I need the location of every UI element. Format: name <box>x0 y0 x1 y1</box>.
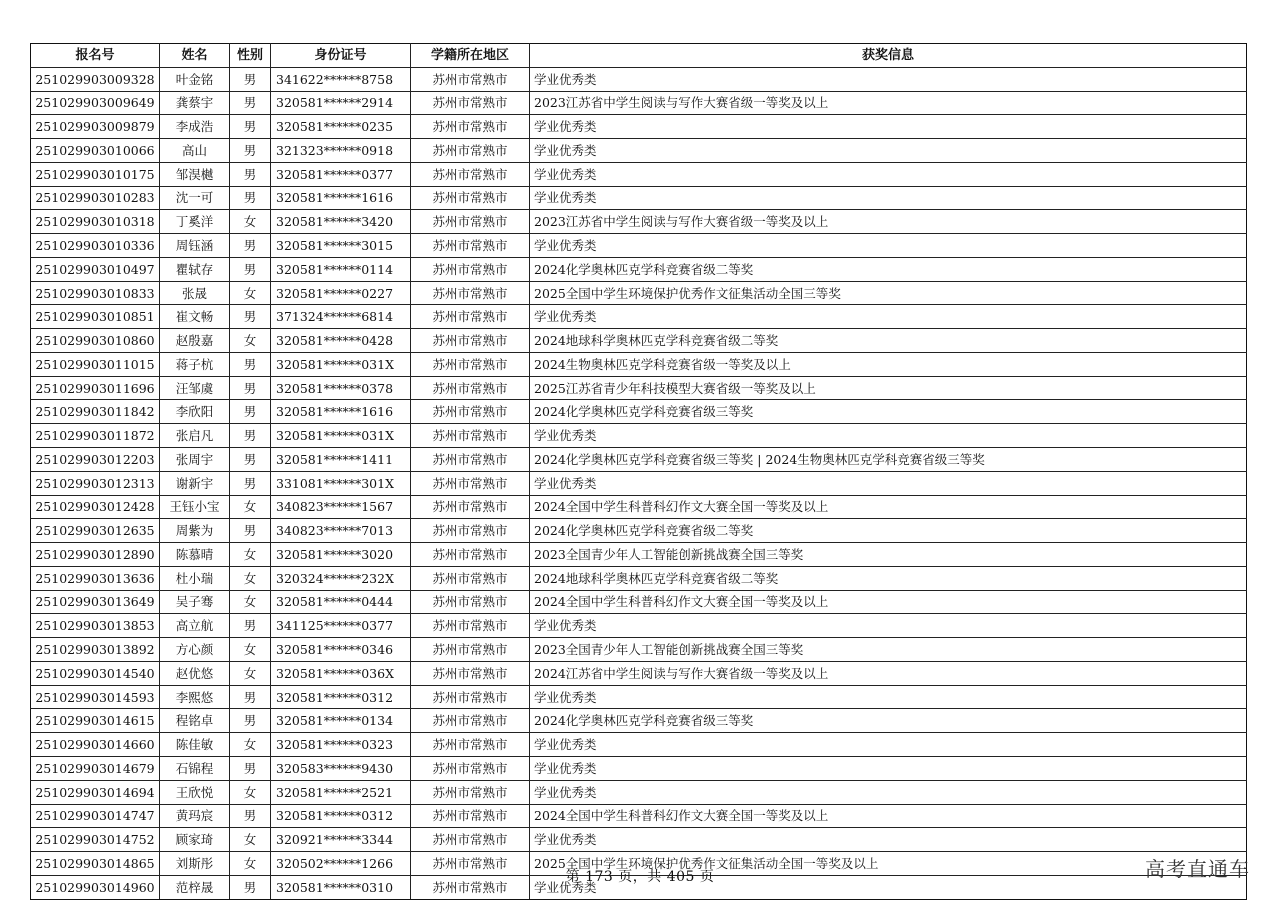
cell-id-number: 320581******0346 <box>271 638 411 662</box>
cell-gender: 女 <box>230 543 271 567</box>
table-row <box>31 305 1247 329</box>
cell-name: 石锦程 <box>160 756 230 780</box>
cell-name: 龚蔡宇 <box>160 91 230 115</box>
table-row <box>31 115 1247 139</box>
cell-name: 汪邹虞 <box>160 376 230 400</box>
cell-award-info: 学业优秀类 <box>530 756 1247 780</box>
cell-name: 刘斯彤 <box>160 852 230 876</box>
cell-registration-no: 251029903010860 <box>31 329 160 353</box>
header-enrollment-region: 学籍所在地区 <box>411 44 530 68</box>
cell-award-info: 2024化学奥林匹克学科竞赛省级三等奖 <box>530 709 1247 733</box>
cell-enrollment-region: 苏州市常熟市 <box>411 257 530 281</box>
cell-gender: 男 <box>230 756 271 780</box>
cell-award-info: 学业优秀类 <box>530 139 1247 163</box>
cell-enrollment-region: 苏州市常熟市 <box>411 376 530 400</box>
cell-registration-no: 251029903010336 <box>31 234 160 258</box>
cell-name: 顾家琦 <box>160 828 230 852</box>
table-row <box>31 828 1247 852</box>
cell-enrollment-region: 苏州市常熟市 <box>411 305 530 329</box>
cell-name: 陈佳敏 <box>160 733 230 757</box>
table-row <box>31 709 1247 733</box>
cell-name: 谢新宇 <box>160 471 230 495</box>
table-row <box>31 234 1247 258</box>
cell-registration-no: 251029903011696 <box>31 376 160 400</box>
cell-award-info: 2024地球科学奥林匹克学科竞赛省级二等奖 <box>530 329 1247 353</box>
cell-gender: 男 <box>230 448 271 472</box>
cell-id-number: 340823******1567 <box>271 495 411 519</box>
table-row <box>31 566 1247 590</box>
cell-award-info: 学业优秀类 <box>530 733 1247 757</box>
cell-id-number: 341125******0377 <box>271 614 411 638</box>
cell-id-number: 320581******0312 <box>271 804 411 828</box>
cell-enrollment-region: 苏州市常熟市 <box>411 424 530 448</box>
cell-registration-no: 251029903010175 <box>31 162 160 186</box>
cell-name: 程铭卓 <box>160 709 230 733</box>
cell-name: 王欣悦 <box>160 780 230 804</box>
cell-enrollment-region: 苏州市常熟市 <box>411 828 530 852</box>
cell-name: 陈慕晴 <box>160 543 230 567</box>
cell-name: 高山 <box>160 139 230 163</box>
cell-award-info: 2025江苏省青少年科技模型大赛省级一等奖及以上 <box>530 376 1247 400</box>
cell-registration-no: 251029903012203 <box>31 448 160 472</box>
cell-enrollment-region: 苏州市常熟市 <box>411 543 530 567</box>
table-body <box>31 67 1247 899</box>
header-gender: 性别 <box>230 44 271 68</box>
table-row <box>31 780 1247 804</box>
table-header-row <box>31 44 1247 68</box>
table-row <box>31 495 1247 519</box>
cell-registration-no: 251029903009649 <box>31 91 160 115</box>
cell-registration-no: 251029903009879 <box>31 115 160 139</box>
cell-enrollment-region: 苏州市常熟市 <box>411 91 530 115</box>
cell-enrollment-region: 苏州市常熟市 <box>411 329 530 353</box>
cell-id-number: 320502******1266 <box>271 852 411 876</box>
cell-award-info: 2023江苏省中学生阅读与写作大赛省级一等奖及以上 <box>530 91 1247 115</box>
cell-name: 赵殷嘉 <box>160 329 230 353</box>
cell-id-number: 320581******031X <box>271 352 411 376</box>
cell-registration-no: 251029903010497 <box>31 257 160 281</box>
cell-id-number: 320581******0114 <box>271 257 411 281</box>
cell-award-info: 学业优秀类 <box>530 780 1247 804</box>
cell-name: 王钰小宝 <box>160 495 230 519</box>
cell-name: 崔文畅 <box>160 305 230 329</box>
cell-name: 张周宇 <box>160 448 230 472</box>
cell-gender: 女 <box>230 495 271 519</box>
cell-award-info: 学业优秀类 <box>530 424 1247 448</box>
cell-award-info: 2024生物奥林匹克学科竞赛省级一等奖及以上 <box>530 352 1247 376</box>
page-number: 第 173 页，共 405 页 <box>565 869 715 885</box>
table-row <box>31 281 1247 305</box>
award-roster-table <box>30 43 1247 900</box>
cell-award-info: 学业优秀类 <box>530 471 1247 495</box>
cell-enrollment-region: 苏州市常熟市 <box>411 139 530 163</box>
cell-gender: 男 <box>230 186 271 210</box>
cell-registration-no: 251029903011872 <box>31 424 160 448</box>
cell-registration-no: 251029903013892 <box>31 638 160 662</box>
cell-gender: 男 <box>230 115 271 139</box>
cell-enrollment-region: 苏州市常熟市 <box>411 210 530 234</box>
cell-name: 高立航 <box>160 614 230 638</box>
table-row <box>31 804 1247 828</box>
cell-enrollment-region: 苏州市常熟市 <box>411 875 530 899</box>
cell-registration-no: 251029903010283 <box>31 186 160 210</box>
cell-enrollment-region: 苏州市常熟市 <box>411 709 530 733</box>
cell-award-info: 学业优秀类 <box>530 614 1247 638</box>
cell-id-number: 321323******0918 <box>271 139 411 163</box>
cell-id-number: 320581******3420 <box>271 210 411 234</box>
cell-id-number: 320581******036X <box>271 661 411 685</box>
cell-award-info: 2024全国中学生科普科幻作文大赛全国一等奖及以上 <box>530 590 1247 614</box>
cell-registration-no: 251029903012890 <box>31 543 160 567</box>
cell-registration-no: 251029903014694 <box>31 780 160 804</box>
cell-enrollment-region: 苏州市常熟市 <box>411 115 530 139</box>
table-row <box>31 352 1247 376</box>
table-row <box>31 590 1247 614</box>
cell-registration-no: 251029903014747 <box>31 804 160 828</box>
cell-registration-no: 251029903014540 <box>31 661 160 685</box>
cell-gender: 女 <box>230 329 271 353</box>
cell-gender: 男 <box>230 519 271 543</box>
cell-gender: 男 <box>230 875 271 899</box>
cell-award-info: 学业优秀类 <box>530 685 1247 709</box>
cell-registration-no: 251029903014960 <box>31 875 160 899</box>
header-award-info: 获奖信息 <box>530 44 1247 68</box>
cell-enrollment-region: 苏州市常熟市 <box>411 67 530 91</box>
cell-id-number: 320581******0378 <box>271 376 411 400</box>
cell-gender: 女 <box>230 590 271 614</box>
cell-id-number: 320581******0235 <box>271 115 411 139</box>
cell-gender: 男 <box>230 376 271 400</box>
cell-gender: 女 <box>230 661 271 685</box>
cell-name: 叶金铭 <box>160 67 230 91</box>
cell-registration-no: 251029903012313 <box>31 471 160 495</box>
cell-id-number: 320581******2521 <box>271 780 411 804</box>
cell-award-info: 2024化学奥林匹克学科竞赛省级二等奖 <box>530 257 1247 281</box>
cell-id-number: 320583******9430 <box>271 756 411 780</box>
table-row <box>31 685 1247 709</box>
cell-enrollment-region: 苏州市常熟市 <box>411 234 530 258</box>
cell-award-info: 学业优秀类 <box>530 186 1247 210</box>
cell-id-number: 320324******232X <box>271 566 411 590</box>
table-row <box>31 424 1247 448</box>
cell-gender: 女 <box>230 210 271 234</box>
table-row <box>31 139 1247 163</box>
cell-registration-no: 251029903014615 <box>31 709 160 733</box>
cell-award-info: 2023全国青少年人工智能创新挑战赛全国三等奖 <box>530 638 1247 662</box>
header-id-number: 身份证号 <box>271 44 411 68</box>
cell-award-info: 学业优秀类 <box>530 875 1247 899</box>
cell-award-info: 2024全国中学生科普科幻作文大赛全国一等奖及以上 <box>530 804 1247 828</box>
cell-enrollment-region: 苏州市常熟市 <box>411 471 530 495</box>
cell-name: 张晟 <box>160 281 230 305</box>
cell-name: 范梓晟 <box>160 875 230 899</box>
table-row <box>31 471 1247 495</box>
cell-enrollment-region: 苏州市常熟市 <box>411 614 530 638</box>
table-row <box>31 329 1247 353</box>
table-row <box>31 210 1247 234</box>
roster-sheet <box>30 43 1246 900</box>
cell-award-info: 2024全国中学生科普科幻作文大赛全国一等奖及以上 <box>530 495 1247 519</box>
table-row <box>31 543 1247 567</box>
cell-enrollment-region: 苏州市常熟市 <box>411 733 530 757</box>
cell-registration-no: 251029903012635 <box>31 519 160 543</box>
cell-registration-no: 251029903014865 <box>31 852 160 876</box>
cell-award-info: 2024化学奥林匹克学科竞赛省级三等奖 | 2024生物奥林匹克学科竞赛省级三等奖 <box>530 448 1247 472</box>
cell-registration-no: 251029903010833 <box>31 281 160 305</box>
cell-id-number: 320581******0227 <box>271 281 411 305</box>
cell-id-number: 320581******0377 <box>271 162 411 186</box>
cell-name: 黄玛宸 <box>160 804 230 828</box>
table-row <box>31 733 1247 757</box>
cell-registration-no: 251029903010066 <box>31 139 160 163</box>
table-row <box>31 186 1247 210</box>
cell-gender: 女 <box>230 828 271 852</box>
cell-id-number: 371324******6814 <box>271 305 411 329</box>
header-name: 姓名 <box>160 44 230 68</box>
cell-enrollment-region: 苏州市常熟市 <box>411 661 530 685</box>
cell-name: 方心颜 <box>160 638 230 662</box>
table-row <box>31 162 1247 186</box>
cell-id-number: 341622******8758 <box>271 67 411 91</box>
cell-award-info: 学业优秀类 <box>530 115 1247 139</box>
cell-enrollment-region: 苏州市常熟市 <box>411 685 530 709</box>
cell-registration-no: 251029903012428 <box>31 495 160 519</box>
cell-enrollment-region: 苏州市常熟市 <box>411 780 530 804</box>
table-row <box>31 257 1247 281</box>
cell-award-info: 学业优秀类 <box>530 162 1247 186</box>
cell-gender: 男 <box>230 352 271 376</box>
cell-enrollment-region: 苏州市常熟市 <box>411 756 530 780</box>
cell-id-number: 340823******7013 <box>271 519 411 543</box>
cell-award-info: 学业优秀类 <box>530 234 1247 258</box>
cell-enrollment-region: 苏州市常熟市 <box>411 519 530 543</box>
cell-name: 李成浩 <box>160 115 230 139</box>
cell-award-info: 学业优秀类 <box>530 67 1247 91</box>
table-row <box>31 661 1247 685</box>
table-row <box>31 448 1247 472</box>
cell-gender: 女 <box>230 780 271 804</box>
cell-gender: 女 <box>230 733 271 757</box>
cell-award-info: 2023江苏省中学生阅读与写作大赛省级一等奖及以上 <box>530 210 1247 234</box>
cell-award-info: 2024化学奥林匹克学科竞赛省级三等奖 <box>530 400 1247 424</box>
cell-award-info: 学业优秀类 <box>530 828 1247 852</box>
table-row <box>31 614 1247 638</box>
cell-registration-no: 251029903013636 <box>31 566 160 590</box>
cell-registration-no: 251029903013649 <box>31 590 160 614</box>
cell-id-number: 320581******1411 <box>271 448 411 472</box>
cell-registration-no: 251029903010318 <box>31 210 160 234</box>
cell-id-number: 320581******3020 <box>271 543 411 567</box>
cell-id-number: 320581******0428 <box>271 329 411 353</box>
cell-registration-no: 251029903014660 <box>31 733 160 757</box>
cell-registration-no: 251029903010851 <box>31 305 160 329</box>
cell-id-number: 320581******0444 <box>271 590 411 614</box>
cell-id-number: 331081******301X <box>271 471 411 495</box>
cell-gender: 男 <box>230 685 271 709</box>
cell-award-info: 2023全国青少年人工智能创新挑战赛全国三等奖 <box>530 543 1247 567</box>
cell-registration-no: 251029903011015 <box>31 352 160 376</box>
cell-name: 丁奚洋 <box>160 210 230 234</box>
cell-id-number: 320581******1616 <box>271 186 411 210</box>
cell-award-info: 2024化学奥林匹克学科竞赛省级二等奖 <box>530 519 1247 543</box>
table-row <box>31 400 1247 424</box>
cell-gender: 男 <box>230 91 271 115</box>
cell-enrollment-region: 苏州市常熟市 <box>411 852 530 876</box>
cell-gender: 男 <box>230 400 271 424</box>
cell-enrollment-region: 苏州市常熟市 <box>411 638 530 662</box>
cell-name: 李欣阳 <box>160 400 230 424</box>
cell-gender: 男 <box>230 614 271 638</box>
table-row <box>31 519 1247 543</box>
cell-gender: 男 <box>230 234 271 258</box>
cell-name: 邹淏樾 <box>160 162 230 186</box>
cell-name: 瞿轼存 <box>160 257 230 281</box>
cell-name: 张启凡 <box>160 424 230 448</box>
cell-gender: 男 <box>230 139 271 163</box>
table-row <box>31 91 1247 115</box>
cell-registration-no: 251029903013853 <box>31 614 160 638</box>
cell-award-info: 2024江苏省中学生阅读与写作大赛省级一等奖及以上 <box>530 661 1247 685</box>
cell-gender: 男 <box>230 804 271 828</box>
cell-enrollment-region: 苏州市常熟市 <box>411 352 530 376</box>
watermark-logo-text: 高考直通车 <box>1145 857 1250 881</box>
cell-gender: 男 <box>230 424 271 448</box>
cell-registration-no: 251029903011842 <box>31 400 160 424</box>
cell-name: 吴子骞 <box>160 590 230 614</box>
table-row <box>31 756 1247 780</box>
cell-registration-no: 251029903014752 <box>31 828 160 852</box>
cell-id-number: 320581******3015 <box>271 234 411 258</box>
cell-gender: 女 <box>230 566 271 590</box>
cell-enrollment-region: 苏州市常熟市 <box>411 162 530 186</box>
cell-enrollment-region: 苏州市常熟市 <box>411 495 530 519</box>
cell-gender: 男 <box>230 257 271 281</box>
header-registration-no: 报名号 <box>31 44 160 68</box>
cell-name: 杜小瑞 <box>160 566 230 590</box>
table-row <box>31 638 1247 662</box>
cell-id-number: 320921******3344 <box>271 828 411 852</box>
cell-enrollment-region: 苏州市常熟市 <box>411 186 530 210</box>
cell-id-number: 320581******1616 <box>271 400 411 424</box>
cell-id-number: 320581******0323 <box>271 733 411 757</box>
table-row <box>31 67 1247 91</box>
cell-gender: 女 <box>230 852 271 876</box>
cell-gender: 男 <box>230 67 271 91</box>
cell-registration-no: 251029903014593 <box>31 685 160 709</box>
cell-enrollment-region: 苏州市常熟市 <box>411 804 530 828</box>
cell-registration-no: 251029903014679 <box>31 756 160 780</box>
cell-name: 周紫为 <box>160 519 230 543</box>
cell-id-number: 320581******2914 <box>271 91 411 115</box>
cell-enrollment-region: 苏州市常熟市 <box>411 281 530 305</box>
cell-name: 李熙悠 <box>160 685 230 709</box>
cell-name: 赵优悠 <box>160 661 230 685</box>
cell-enrollment-region: 苏州市常熟市 <box>411 566 530 590</box>
cell-name: 蒋子杭 <box>160 352 230 376</box>
cell-award-info: 2025全国中学生环境保护优秀作文征集活动全国一等奖及以上 <box>530 852 1247 876</box>
cell-id-number: 320581******031X <box>271 424 411 448</box>
cell-gender: 男 <box>230 162 271 186</box>
cell-gender: 男 <box>230 709 271 733</box>
cell-enrollment-region: 苏州市常熟市 <box>411 400 530 424</box>
table-row <box>31 376 1247 400</box>
cell-enrollment-region: 苏州市常熟市 <box>411 590 530 614</box>
cell-id-number: 320581******0134 <box>271 709 411 733</box>
cell-name: 沈一可 <box>160 186 230 210</box>
cell-name: 周钰涵 <box>160 234 230 258</box>
cell-award-info: 学业优秀类 <box>530 305 1247 329</box>
cell-gender: 女 <box>230 638 271 662</box>
cell-award-info: 2024地球科学奥林匹克学科竞赛省级二等奖 <box>530 566 1247 590</box>
cell-award-info: 2025全国中学生环境保护优秀作文征集活动全国三等奖 <box>530 281 1247 305</box>
cell-id-number: 320581******0312 <box>271 685 411 709</box>
cell-gender: 男 <box>230 471 271 495</box>
cell-registration-no: 251029903009328 <box>31 67 160 91</box>
cell-gender: 女 <box>230 281 271 305</box>
cell-gender: 男 <box>230 305 271 329</box>
cell-id-number: 320581******0310 <box>271 875 411 899</box>
cell-enrollment-region: 苏州市常熟市 <box>411 448 530 472</box>
